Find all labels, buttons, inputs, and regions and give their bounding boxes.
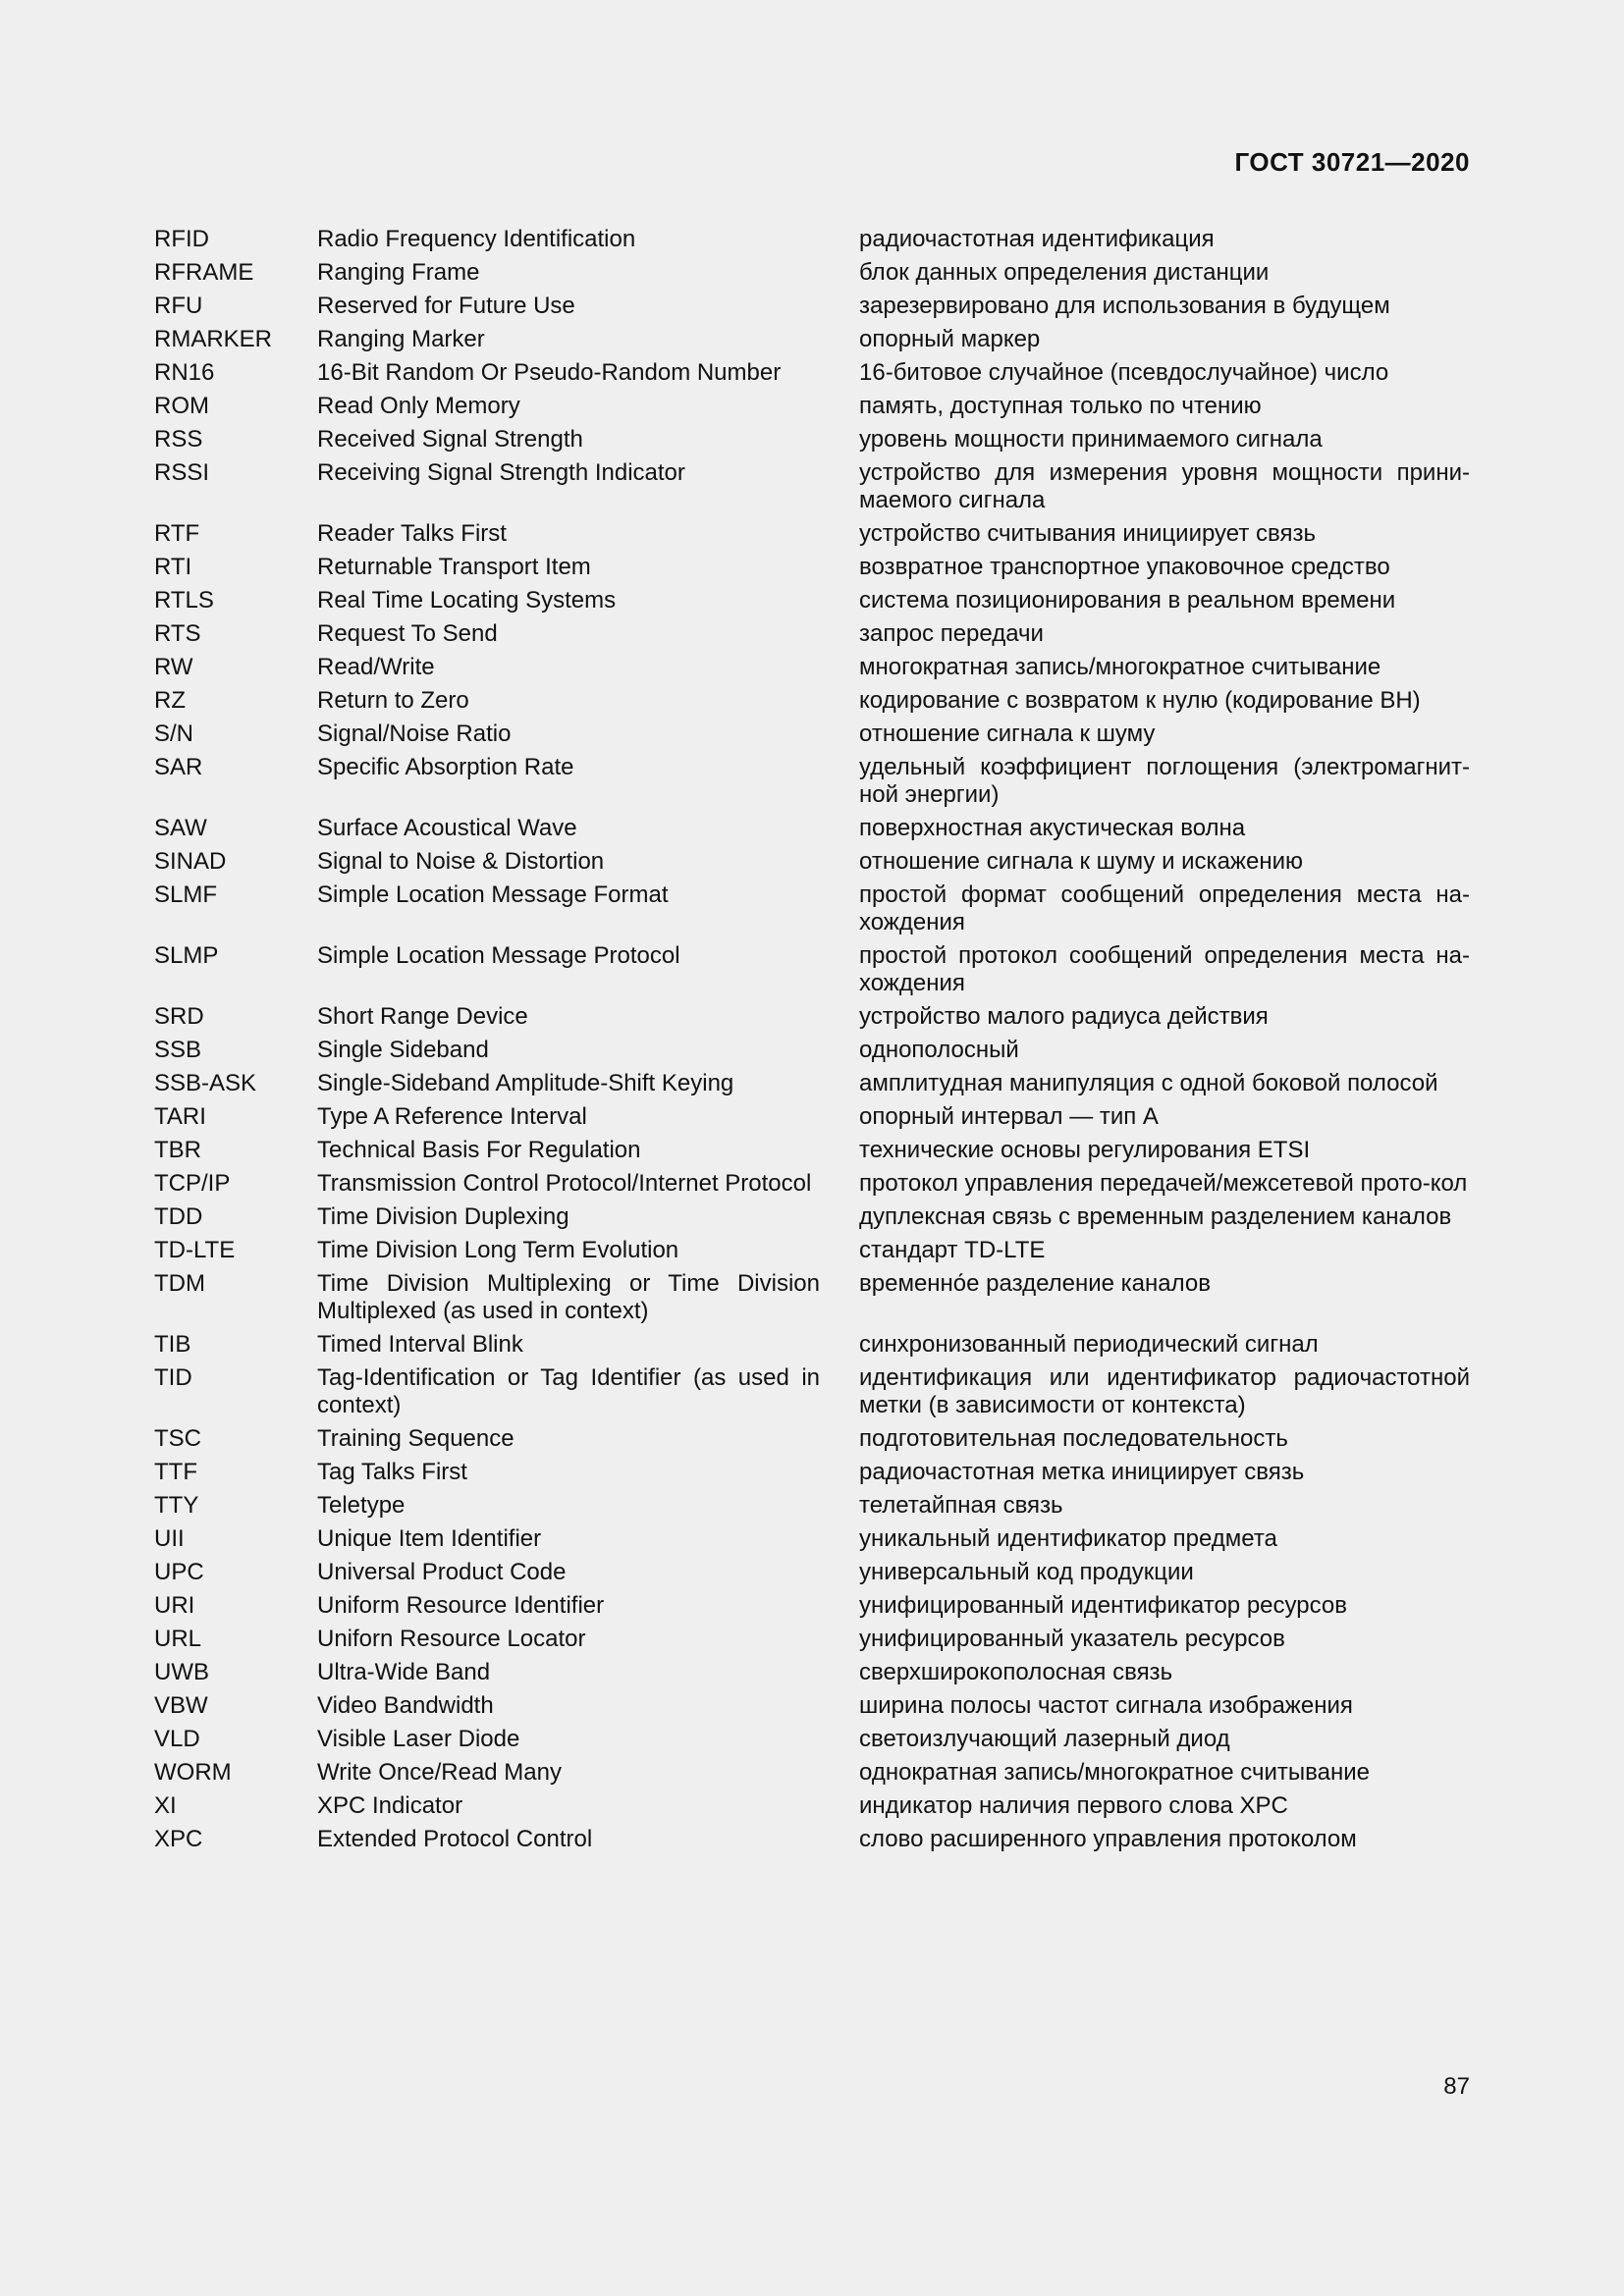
russian-translation: опорный интервал — тип А <box>859 1103 1159 1130</box>
russian-translation: возвратное транспортное упаковочное средство <box>859 554 1390 580</box>
abbreviation-term: S/N <box>154 721 194 747</box>
abbreviation-row <box>154 1792 1470 1820</box>
russian-translation: слово расширенного управления протоколом <box>859 1826 1357 1852</box>
english-expansion: Transmission Control Protocol/Internet Protocol <box>317 1170 812 1197</box>
russian-translation: сверхширокополосная связь <box>859 1659 1173 1685</box>
english-expansion: Radio Frequency Identification <box>317 226 636 252</box>
english-expansion: Tag-Identification or Tag Identifier (as used in context) <box>317 1364 820 1418</box>
abbreviation-term: URI <box>154 1592 195 1619</box>
english-expansion: Request To Send <box>317 620 498 647</box>
english-expansion: Technical Basis For Regulation <box>317 1137 641 1163</box>
abbreviation-term: TARI <box>154 1103 206 1130</box>
abbreviation-row <box>154 1459 1470 1486</box>
abbreviation-row <box>154 942 1470 997</box>
abbreviation-row <box>154 1003 1470 1031</box>
english-expansion: Time Division Long Term Evolution <box>317 1237 679 1263</box>
abbreviation-row <box>154 587 1470 614</box>
russian-translation: уровень мощности принимаемого сигнала <box>859 426 1323 453</box>
abbreviation-row <box>154 293 1470 320</box>
english-expansion: Single Sideband <box>317 1037 489 1063</box>
abbreviation-term: VBW <box>154 1692 208 1719</box>
abbreviation-term: TID <box>154 1364 192 1391</box>
page-number: 87 <box>1443 2073 1470 2100</box>
russian-translation: устройство для измерения уровня мощности прини-маемого сигнала <box>859 459 1470 513</box>
abbreviation-row <box>154 1559 1470 1586</box>
russian-translation: память, доступная только по чтению <box>859 393 1262 419</box>
english-expansion: Read Only Memory <box>317 393 520 419</box>
russian-translation: поверхностная акустическая волна <box>859 815 1246 841</box>
abbreviation-row <box>154 654 1470 681</box>
abbreviation-term: SINAD <box>154 848 227 875</box>
english-expansion: Unique Item Identifier <box>317 1525 542 1552</box>
russian-translation: зарезервировано для использования в будущем <box>859 293 1390 319</box>
english-expansion: Reserved for Future Use <box>317 293 575 319</box>
russian-translation: отношение сигнала к шуму <box>859 721 1156 747</box>
abbreviation-term: RFRAME <box>154 259 254 286</box>
english-expansion: Received Signal Strength <box>317 426 583 453</box>
abbreviation-term: XI <box>154 1792 177 1819</box>
english-expansion: 16-Bit Random Or Pseudo-Random Number <box>317 359 782 386</box>
english-expansion: Extended Protocol Control <box>317 1826 593 1852</box>
abbreviation-term: URL <box>154 1626 202 1652</box>
abbreviation-row <box>154 459 1470 514</box>
russian-translation: радиочастотная идентификация <box>859 226 1215 252</box>
english-expansion: Reader Talks First <box>317 520 507 547</box>
abbreviation-term: RW <box>154 654 193 680</box>
english-expansion: Signal to Noise & Distortion <box>317 848 605 875</box>
abbreviation-term: TIB <box>154 1331 191 1358</box>
abbreviation-row <box>154 1826 1470 1853</box>
russian-translation: технические основы регулирования ETSI <box>859 1137 1311 1163</box>
abbreviation-term: SLMF <box>154 881 218 908</box>
abbreviation-term: TDD <box>154 1203 203 1230</box>
english-expansion: Ranging Frame <box>317 259 480 286</box>
russian-translation: светоизлучающий лазерный диод <box>859 1726 1230 1752</box>
abbreviation-term: XPC <box>154 1826 203 1852</box>
english-expansion: Ranging Marker <box>317 326 485 352</box>
abbreviation-term: SLMP <box>154 942 219 969</box>
russian-translation: синхронизованный периодический сигнал <box>859 1331 1319 1358</box>
abbreviation-row <box>154 554 1470 581</box>
russian-translation: временно́е разделение каналов <box>859 1270 1211 1297</box>
abbreviation-term: UII <box>154 1525 185 1552</box>
abbreviation-term: UWB <box>154 1659 209 1685</box>
abbreviation-row <box>154 1170 1470 1198</box>
russian-translation: уникальный идентификатор предмета <box>859 1525 1277 1552</box>
english-expansion: Surface Acoustical Wave <box>317 815 577 841</box>
russian-translation: унифицированный указатель ресурсов <box>859 1626 1285 1652</box>
russian-translation: блок данных определения дистанции <box>859 259 1270 286</box>
english-expansion: Uniforn Resource Locator <box>317 1626 586 1652</box>
abbreviation-row <box>154 1726 1470 1753</box>
abbreviation-term: SSB-ASK <box>154 1070 257 1096</box>
abbreviation-row <box>154 1137 1470 1164</box>
abbreviation-row <box>154 1592 1470 1620</box>
russian-translation: однократная запись/многократное считывание <box>859 1759 1370 1786</box>
abbreviation-row <box>154 1759 1470 1787</box>
abbreviation-term: SSB <box>154 1037 202 1063</box>
abbreviation-term: ROM <box>154 393 209 419</box>
english-expansion: Time Division Multiplexing or Time Division Multiplexed (as used in context) <box>317 1270 820 1324</box>
abbreviation-row <box>154 620 1470 648</box>
abbreviation-row <box>154 1203 1470 1231</box>
abbreviation-term: TDM <box>154 1270 205 1297</box>
abbreviation-row <box>154 1037 1470 1064</box>
russian-translation: кодирование с возвратом к нулю (кодирование ВН) <box>859 687 1421 714</box>
russian-translation: отношение сигнала к шуму и искажению <box>859 848 1303 875</box>
abbreviation-row <box>154 1103 1470 1131</box>
russian-translation: идентификация или идентификатор радиочастотной метки (в зависимости от контекста) <box>859 1364 1470 1418</box>
english-expansion: Specific Absorption Rate <box>317 754 574 780</box>
russian-translation: устройство малого радиуса действия <box>859 1003 1269 1030</box>
russian-translation: устройство считывания инициирует связь <box>859 520 1316 547</box>
abbreviation-row <box>154 1364 1470 1419</box>
abbreviation-term: SAW <box>154 815 207 841</box>
russian-translation: многократная запись/многократное считывание <box>859 654 1381 680</box>
russian-translation: опорный маркер <box>859 326 1041 352</box>
russian-translation: подготовительная последовательность <box>859 1425 1288 1452</box>
abbreviation-row <box>154 687 1470 715</box>
russian-translation: амплитудная манипуляция с одной боковой полосой <box>859 1070 1438 1096</box>
russian-translation: стандарт TD-LTE <box>859 1237 1046 1263</box>
abbreviation-row <box>154 1659 1470 1686</box>
abbreviation-term: SRD <box>154 1003 204 1030</box>
english-expansion: Receiving Signal Strength Indicator <box>317 459 685 486</box>
russian-translation: унифицированный идентификатор ресурсов <box>859 1592 1347 1619</box>
english-expansion: Uniform Resource Identifier <box>317 1592 605 1619</box>
english-expansion: Visible Laser Diode <box>317 1726 520 1752</box>
english-expansion: Read/Write <box>317 654 435 680</box>
english-expansion: Single-Sideband Amplitude-Shift Keying <box>317 1070 734 1096</box>
abbreviation-term: TTF <box>154 1459 197 1485</box>
abbreviation-term: UPC <box>154 1559 204 1585</box>
english-expansion: Ultra-Wide Band <box>317 1659 491 1685</box>
abbreviation-row <box>154 426 1470 454</box>
russian-translation: универсальный код продукции <box>859 1559 1194 1585</box>
abbreviation-term: TD-LTE <box>154 1237 236 1263</box>
abbreviation-list <box>154 226 1470 1859</box>
abbreviation-term: RTI <box>154 554 192 580</box>
english-expansion: Training Sequence <box>317 1425 514 1452</box>
english-expansion: Timed Interval Blink <box>317 1331 523 1358</box>
english-expansion: Video Bandwidth <box>317 1692 494 1719</box>
abbreviation-term: RFID <box>154 226 209 252</box>
abbreviation-row <box>154 1237 1470 1264</box>
abbreviation-term: TTY <box>154 1492 199 1519</box>
russian-translation: запрос передачи <box>859 620 1044 647</box>
abbreviation-row <box>154 881 1470 936</box>
russian-translation: индикатор наличия первого слова XPC <box>859 1792 1288 1819</box>
russian-translation: ширина полосы частот сигнала изображения <box>859 1692 1353 1719</box>
abbreviation-row <box>154 848 1470 876</box>
abbreviation-row <box>154 520 1470 548</box>
abbreviation-row <box>154 359 1470 387</box>
abbreviation-row <box>154 815 1470 842</box>
russian-translation: простой формат сообщений определения места на-хождения <box>859 881 1470 935</box>
english-expansion: Teletype <box>317 1492 406 1519</box>
abbreviation-term: RZ <box>154 687 186 714</box>
abbreviation-term: TBR <box>154 1137 201 1163</box>
abbreviation-row <box>154 754 1470 809</box>
abbreviation-row <box>154 1692 1470 1720</box>
abbreviation-row <box>154 393 1470 420</box>
abbreviation-row <box>154 1070 1470 1097</box>
russian-translation: 16-битовое случайное (псевдослучайное) число <box>859 359 1389 386</box>
english-expansion: Return to Zero <box>317 687 469 714</box>
english-expansion: Tag Talks First <box>317 1459 467 1485</box>
abbreviation-term: VLD <box>154 1726 200 1752</box>
abbreviation-term: RFU <box>154 293 203 319</box>
russian-translation: телетайпная связь <box>859 1492 1063 1519</box>
abbreviation-term: RSSI <box>154 459 210 486</box>
document-header: ГОСТ 30721—2020 <box>1234 147 1470 177</box>
abbreviation-row <box>154 259 1470 287</box>
english-expansion: Time Division Duplexing <box>317 1203 569 1230</box>
english-expansion: Simple Location Message Format <box>317 881 669 908</box>
russian-translation: дуплексная связь с временным разделением каналов <box>859 1203 1452 1230</box>
abbreviation-term: RTS <box>154 620 201 647</box>
russian-translation: система позиционирования в реальном времени <box>859 587 1396 614</box>
russian-translation: радиочастотная метка инициирует связь <box>859 1459 1305 1485</box>
abbreviation-row <box>154 1331 1470 1359</box>
abbreviation-term: RMARKER <box>154 326 273 352</box>
abbreviation-term: WORM <box>154 1759 232 1786</box>
abbreviation-row <box>154 1425 1470 1453</box>
abbreviation-term: TSC <box>154 1425 201 1452</box>
abbreviation-term: RSS <box>154 426 203 453</box>
english-expansion: Simple Location Message Protocol <box>317 942 680 969</box>
abbreviation-row <box>154 326 1470 353</box>
english-expansion: Universal Product Code <box>317 1559 567 1585</box>
english-expansion: Signal/Noise Ratio <box>317 721 512 747</box>
english-expansion: Type A Reference Interval <box>317 1103 587 1130</box>
abbreviation-row <box>154 1626 1470 1653</box>
abbreviation-term: TCP/IP <box>154 1170 231 1197</box>
english-expansion: Short Range Device <box>317 1003 528 1030</box>
russian-translation: удельный коэффициент поглощения (электромагнит-ной энергии) <box>859 754 1470 808</box>
abbreviation-row <box>154 226 1470 253</box>
abbreviation-row <box>154 721 1470 748</box>
abbreviation-row <box>154 1270 1470 1325</box>
russian-translation: простой протокол сообщений определения места на-хождения <box>859 942 1470 996</box>
english-expansion: Real Time Locating Systems <box>317 587 617 614</box>
abbreviation-term: RTLS <box>154 587 214 614</box>
abbreviation-row <box>154 1525 1470 1553</box>
abbreviation-term: SAR <box>154 754 203 780</box>
russian-translation: однополосный <box>859 1037 1019 1063</box>
russian-translation: протокол управления передачей/межсетевой прото-кол <box>859 1170 1468 1197</box>
abbreviation-row <box>154 1492 1470 1520</box>
english-expansion: Returnable Transport Item <box>317 554 591 580</box>
abbreviation-term: RN16 <box>154 359 215 386</box>
english-expansion: Write Once/Read Many <box>317 1759 562 1786</box>
abbreviation-term: RTF <box>154 520 200 547</box>
english-expansion: XPC Indicator <box>317 1792 463 1819</box>
